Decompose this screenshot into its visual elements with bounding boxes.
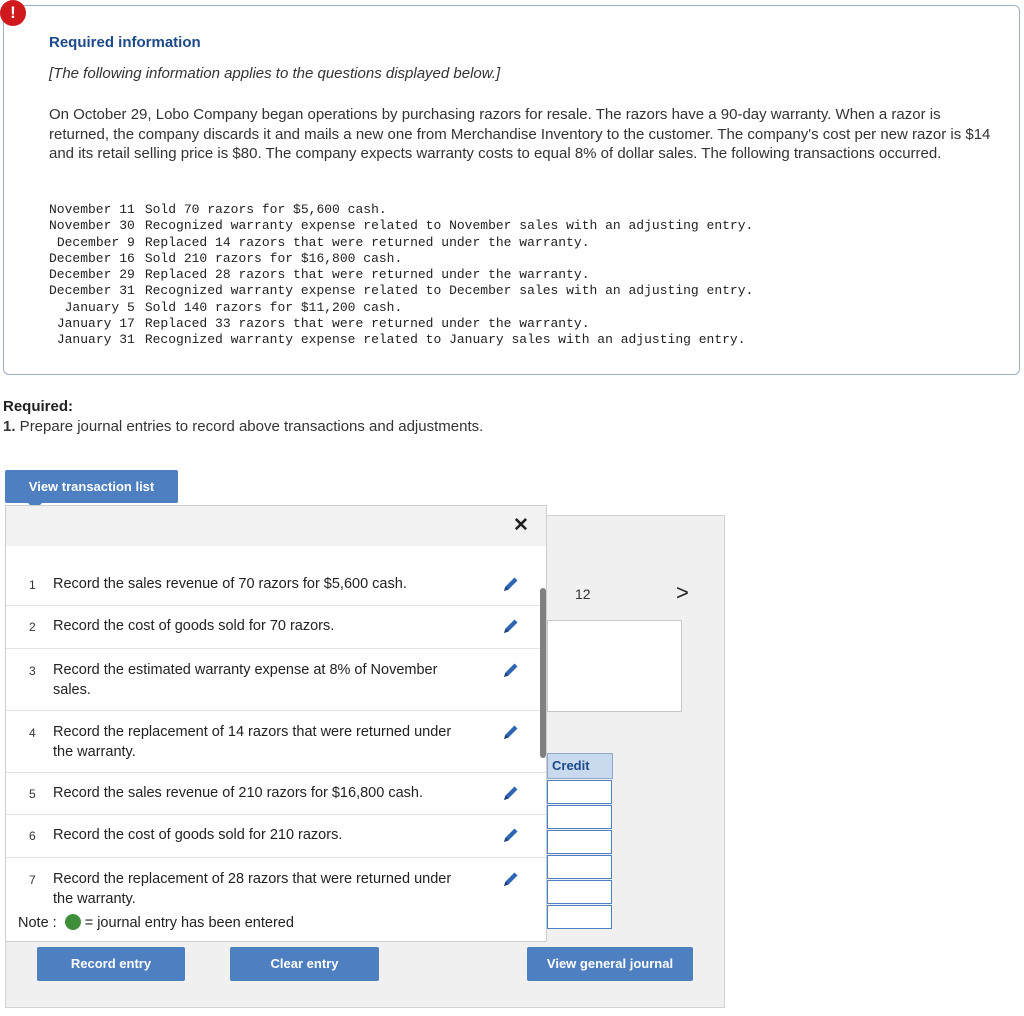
item-number: 7 [29,873,36,887]
transaction-list-item[interactable] [6,858,546,908]
transaction-row [49,267,753,283]
item-number: 3 [29,664,36,678]
transaction-row [49,332,753,348]
item-number: 6 [29,829,36,843]
transaction-row [49,218,753,234]
item-number: 1 [29,578,36,592]
popup-header [6,506,546,546]
item-text: Record the replacement of 28 razors that were returned under the warranty. [53,871,452,907]
record-entry-button[interactable]: Record entry [37,947,185,981]
item-text: Record the cost of goods sold for 70 razors. [53,618,335,634]
required-heading: Required: [3,398,74,415]
transaction-date: January 5 [64,299,135,315]
transaction-list-item[interactable] [6,815,546,858]
transaction-text: Replaced 14 razors that were returned under the warranty. [144,234,590,250]
info-paragraph: On October 29, Lobo Company began operations by purchasing razors for resale. The razors have a 90-day warranty. When a razor is returned, the company discards it and mails a new one from Merchandise Inventory to the customer. The company's cost per new razor is $14 and its retail selling price is $80. The company expects warranty costs to equal 8% of dollar sales. The following transactions occurred. [49,106,991,162]
transactions-table [49,202,753,349]
item-number: 4 [29,726,36,740]
alert-icon: ! [0,0,26,26]
journal-page-number: 12 [575,586,591,602]
credit-input[interactable] [547,805,612,829]
edit-pencil-icon[interactable] [501,869,521,889]
clear-entry-button[interactable]: Clear entry [230,947,379,981]
transaction-row [49,202,753,218]
edit-pencil-icon[interactable] [501,783,521,803]
note-text: = journal entry has been entered [84,915,294,931]
item-text: Record the cost of goods sold for 210 razors. [53,827,343,843]
next-page-icon[interactable]: > [676,580,689,605]
transaction-list-popup [5,505,547,942]
question-number: 1. [3,418,16,435]
transaction-text: Replaced 33 razors that were returned under the warranty. [144,316,590,332]
transaction-date: December 9 [56,234,135,250]
transaction-text: Recognized warranty expense related to December sales with an adjusting entry. [144,283,754,299]
item-number: 2 [29,620,36,634]
item-number: 5 [29,787,36,801]
transaction-date: December 29 [49,267,135,283]
transaction-date: January 31 [56,332,135,348]
credit-input[interactable] [547,905,612,929]
item-text: Record the estimated warranty expense at 8% of November sales. [53,662,438,698]
transaction-list-item[interactable] [6,564,546,606]
transaction-list-item[interactable] [6,711,546,773]
note [18,914,294,931]
view-transaction-list-button[interactable]: View transaction list [5,470,178,503]
transaction-list-item[interactable] [6,606,546,649]
transaction-text: Replaced 28 razors that were returned under the warranty. [144,267,590,283]
item-text: Record the sales revenue of 70 razors for $5,600 cash. [53,576,407,592]
transaction-row [49,251,753,267]
transaction-row [49,235,753,251]
transaction-text: Recognized warranty expense related to November sales with an adjusting entry. [144,218,754,234]
item-text: Record the sales revenue of 210 razors for $16,800 cash. [53,785,423,801]
note-label: Note : [18,915,57,931]
transaction-date: December 16 [49,250,135,266]
transaction-list-item[interactable] [6,649,546,711]
required-information-box [3,5,1020,375]
credit-column-header: Credit [547,753,613,779]
entered-indicator-icon [65,914,81,930]
transaction-row [49,283,753,299]
transaction-row [49,300,753,316]
edit-pencil-icon[interactable] [501,825,521,845]
transaction-date: November 11 [49,202,135,217]
edit-pencil-icon[interactable] [501,616,521,636]
scrollbar-thumb[interactable] [540,588,546,758]
transaction-text: Sold 210 razors for $16,800 cash. [144,250,403,266]
transaction-row [49,316,753,332]
question-text: Prepare journal entries to record above transactions and adjustments. [15,418,484,435]
transaction-text: Sold 140 razors for $11,200 cash. [144,299,403,315]
transaction-list-item[interactable] [6,773,546,815]
item-text: Record the replacement of 14 razors that were returned under the warranty. [53,724,452,760]
edit-pencil-icon[interactable] [501,722,521,742]
transaction-text: Sold 70 razors for $5,600 cash. [144,202,387,217]
transaction-list [6,564,546,908]
credit-input[interactable] [547,855,612,879]
required-question [3,418,483,435]
credit-input[interactable] [547,830,612,854]
transaction-date: January 17 [56,316,135,332]
close-icon[interactable]: ✕ [513,515,529,536]
transaction-date: November 30 [49,218,135,234]
edit-pencil-icon[interactable] [501,574,521,594]
info-subtitle: [The following information applies to the questions displayed below.] [49,65,501,82]
transaction-text: Recognized warranty expense related to January sales with an adjusting entry. [144,332,746,348]
edit-pencil-icon[interactable] [501,660,521,680]
credit-input[interactable] [547,880,612,904]
transaction-date: December 31 [49,283,135,299]
credit-input[interactable] [547,780,612,804]
view-general-journal-button[interactable]: View general journal [527,947,693,981]
transaction-description-box [547,620,682,712]
info-title: Required information [49,34,201,51]
